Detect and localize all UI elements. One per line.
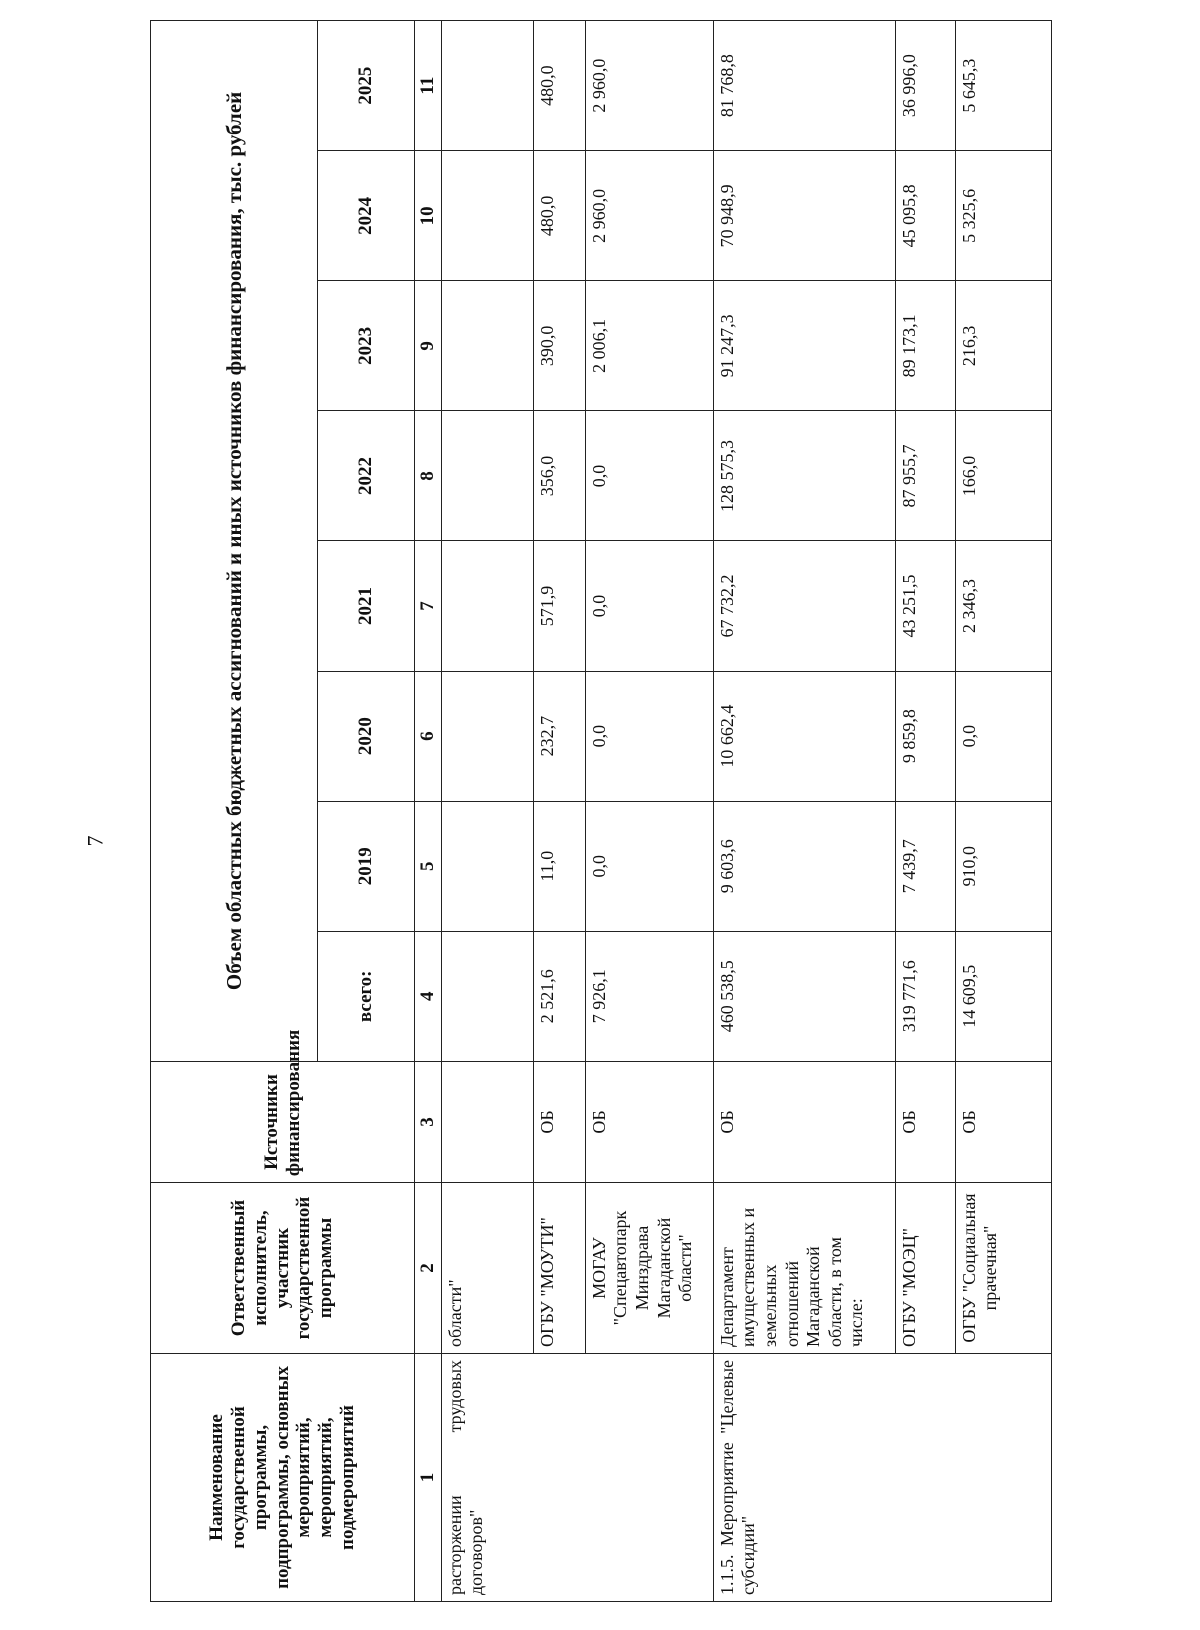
source-cell: ОБ	[713, 1061, 895, 1182]
value-cell	[441, 931, 533, 1061]
table-row	[441, 21, 533, 1602]
value-cell: 2 006,1	[585, 281, 713, 411]
executor-cell: ОГБУ "Социальная прачечная"	[955, 1183, 1051, 1354]
value-cell: 7 439,7	[895, 801, 955, 931]
value-cell	[441, 801, 533, 931]
column-index: 8	[415, 411, 442, 541]
program-name-cell: расторжении трудовых договоров"	[441, 1353, 713, 1601]
table-row	[713, 21, 895, 1602]
header-total: всего:	[318, 931, 415, 1061]
value-cell: 232,7	[533, 671, 585, 801]
column-index: 1	[415, 1353, 442, 1601]
executor-cell: ОГБУ "МОЭЦ"	[895, 1183, 955, 1354]
header-year-2020: 2020	[318, 671, 415, 801]
value-cell: 0,0	[585, 801, 713, 931]
value-cell: 0,0	[585, 411, 713, 541]
value-cell: 2 960,0	[585, 151, 713, 281]
value-cell: 87 955,7	[895, 411, 955, 541]
value-cell: 36 996,0	[895, 21, 955, 151]
value-cell: 9 859,8	[895, 671, 955, 801]
value-cell: 0,0	[585, 671, 713, 801]
value-cell: 70 948,9	[713, 151, 895, 281]
executor-cell: ОГБУ "МОУТИ"	[533, 1183, 585, 1354]
value-cell: 356,0	[533, 411, 585, 541]
column-index: 4	[415, 931, 442, 1061]
value-cell	[441, 151, 533, 281]
column-index: 9	[415, 281, 442, 411]
value-cell: 45 095,8	[895, 151, 955, 281]
executor-cell: области"	[441, 1183, 533, 1354]
source-cell	[441, 1061, 533, 1182]
source-cell: ОБ	[955, 1061, 1051, 1182]
source-cell: ОБ	[533, 1061, 585, 1182]
header-executor: Ответственный исполнитель, участник государственной программы	[151, 1183, 415, 1354]
value-cell: 7 926,1	[585, 931, 713, 1061]
column-index: 3	[415, 1061, 442, 1182]
executor-cell: МОГАУ "Спецавтопарк Минздрава Магаданской области"	[585, 1183, 713, 1354]
value-cell	[441, 281, 533, 411]
value-cell	[441, 411, 533, 541]
value-cell: 319 771,6	[895, 931, 955, 1061]
value-cell: 2 521,6	[533, 931, 585, 1061]
value-cell	[441, 541, 533, 671]
value-cell: 5 325,6	[955, 151, 1051, 281]
column-index: 2	[415, 1183, 442, 1354]
column-index: 5	[415, 801, 442, 931]
value-cell: 11,0	[533, 801, 585, 931]
value-cell: 480,0	[533, 21, 585, 151]
header-year-2025: 2025	[318, 21, 415, 151]
source-cell: ОБ	[585, 1061, 713, 1182]
value-cell: 89 173,1	[895, 281, 955, 411]
value-cell: 166,0	[955, 411, 1051, 541]
header-year-2021: 2021	[318, 541, 415, 671]
value-cell: 910,0	[955, 801, 1051, 931]
value-cell: 91 247,3	[713, 281, 895, 411]
header-year-2023: 2023	[318, 281, 415, 411]
table-container	[150, 20, 1001, 1602]
header-year-2022: 2022	[318, 411, 415, 541]
value-cell: 2 960,0	[585, 21, 713, 151]
value-cell: 2 346,3	[955, 541, 1051, 671]
value-cell: 128 575,3	[713, 411, 895, 541]
header-source: Источники финансирования	[151, 1061, 415, 1182]
value-cell: 480,0	[533, 151, 585, 281]
value-cell: 0,0	[585, 541, 713, 671]
value-cell: 10 662,4	[713, 671, 895, 801]
value-cell: 14 609,5	[955, 931, 1051, 1061]
column-index: 11	[415, 21, 442, 151]
column-index: 10	[415, 151, 442, 281]
executor-cell: Департамент имущественных и земельных отношений Магаданской области, в том числе:	[713, 1183, 895, 1354]
value-cell: 390,0	[533, 281, 585, 411]
value-cell	[441, 671, 533, 801]
header-year-2024: 2024	[318, 151, 415, 281]
header-year-2019: 2019	[318, 801, 415, 931]
value-cell: 460 538,5	[713, 931, 895, 1061]
page-number: 7	[82, 835, 108, 847]
value-cell: 216,3	[955, 281, 1051, 411]
rotated-table-area	[150, 20, 1001, 1602]
value-cell: 43 251,5	[895, 541, 955, 671]
program-name-cell: 1.1.5. Мероприятие "Целевые субсидии"	[713, 1353, 1051, 1601]
column-index: 6	[415, 671, 442, 801]
source-cell: ОБ	[895, 1061, 955, 1182]
value-cell: 571,9	[533, 541, 585, 671]
funding-table	[150, 20, 1052, 1602]
value-cell: 9 603,6	[713, 801, 895, 931]
value-cell: 0,0	[955, 671, 1051, 801]
value-cell: 81 768,8	[713, 21, 895, 151]
value-cell	[441, 21, 533, 151]
column-index: 7	[415, 541, 442, 671]
header-funding-volume: Объем областных бюджетных ассигнований и иных источников финансирования, тыс. рублей	[151, 21, 318, 1062]
value-cell: 67 732,2	[713, 541, 895, 671]
value-cell: 5 645,3	[955, 21, 1051, 151]
header-program-name: Наименование государственной программы, подпрограммы, основных мероприятий, мероприятий, подмероприятий	[151, 1353, 415, 1601]
